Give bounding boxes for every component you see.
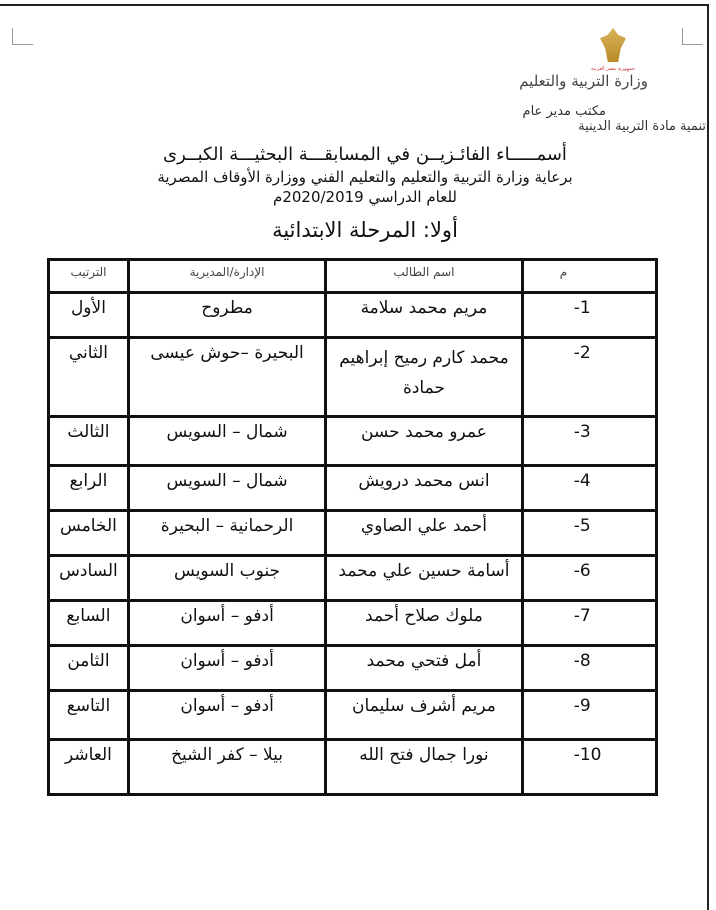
table-row [49,646,657,691]
header-rank: الترتيب [49,260,129,293]
cell-num: -10 [522,740,656,795]
table-row [49,740,657,795]
cell-name: مريم أشرف سليمان [326,691,522,740]
cell-dept: شمال – السويس [128,417,325,466]
sponsorship-line: برعاية وزارة التربية والتعليم والتعليم الفني ووزارة الأوقاف المصرية [157,168,573,186]
logo-calligraphy: وزارة التربية والتعليم [519,72,648,90]
crop-mark-right [682,28,703,45]
table-row [49,338,657,417]
ministry-logo [519,28,648,90]
table-row [49,601,657,646]
cell-rank: السابع [49,601,129,646]
cell-name: مريم محمد سلامة [326,293,522,338]
table-row [49,511,657,556]
cell-num: -6 [522,556,656,601]
cell-num: -4 [522,466,656,511]
cell-rank: التاسع [49,691,129,740]
cell-dept: البحيرة –حوش عيسى [128,338,325,417]
cell-name: محمد كارم رميح إبراهيم حمادة [326,338,522,417]
cell-name: أسامة حسين علي محمد [326,556,522,601]
table-row [49,417,657,466]
academic-year: للعام الدراسي 2020/2019م [273,188,457,206]
cell-name: انس محمد درويش [326,466,522,511]
winners-table [47,258,658,796]
cell-rank: الأول [49,293,129,338]
cell-num: -9 [522,691,656,740]
cell-num: -7 [522,601,656,646]
logo-small-text: جمهورية مصر العربية [591,66,635,72]
cell-rank: العاشر [49,740,129,795]
cell-dept: مطروح [128,293,325,338]
cell-name: أحمد علي الصاوي [326,511,522,556]
table-row [49,466,657,511]
section-heading: أولا: المرحلة الابتدائية [272,218,458,242]
cell-rank: الرابع [49,466,129,511]
header-dept: الإدارة/المديرية [128,260,325,293]
cell-dept: أدفو – أسوان [128,646,325,691]
cell-num: -3 [522,417,656,466]
cell-rank: السادس [49,556,129,601]
cell-rank: الثالث [49,417,129,466]
eagle-emblem-icon [600,28,626,62]
cell-dept: شمال – السويس [128,466,325,511]
table-row [49,556,657,601]
document-title: أسمـــــاء الفائـزيــن في المسابقـــة البحثيـــة الكبــرى [163,144,567,165]
table-row [49,293,657,338]
cell-rank: الثامن [49,646,129,691]
header-num: م [522,260,656,293]
office-line-2: تنمية مادة التربية الدينية [578,119,706,134]
page-border-right [707,4,709,910]
cell-name: أمل فتحي محمد [326,646,522,691]
cell-num: -1 [522,293,656,338]
table-header-row [49,260,657,293]
table-row [49,691,657,740]
page-border-top [0,4,708,6]
cell-dept: أدفو – أسوان [128,601,325,646]
crop-mark-left [12,28,33,45]
cell-dept: جنوب السويس [128,556,325,601]
cell-rank: الخامس [49,511,129,556]
header-name: اسم الطالب [326,260,522,293]
cell-name: ملوك صلاح أحمد [326,601,522,646]
cell-dept: بيلا – كفر الشيخ [128,740,325,795]
cell-name: عمرو محمد حسن [326,417,522,466]
office-line-1: مكتب مدير عام [522,104,606,119]
cell-num: -8 [522,646,656,691]
cell-dept: الرحمانية – البحيرة [128,511,325,556]
cell-num: -5 [522,511,656,556]
cell-dept: أدفو – أسوان [128,691,325,740]
cell-name: نورا جمال فتح الله [326,740,522,795]
cell-num: -2 [522,338,656,417]
cell-rank: الثاني [49,338,129,417]
